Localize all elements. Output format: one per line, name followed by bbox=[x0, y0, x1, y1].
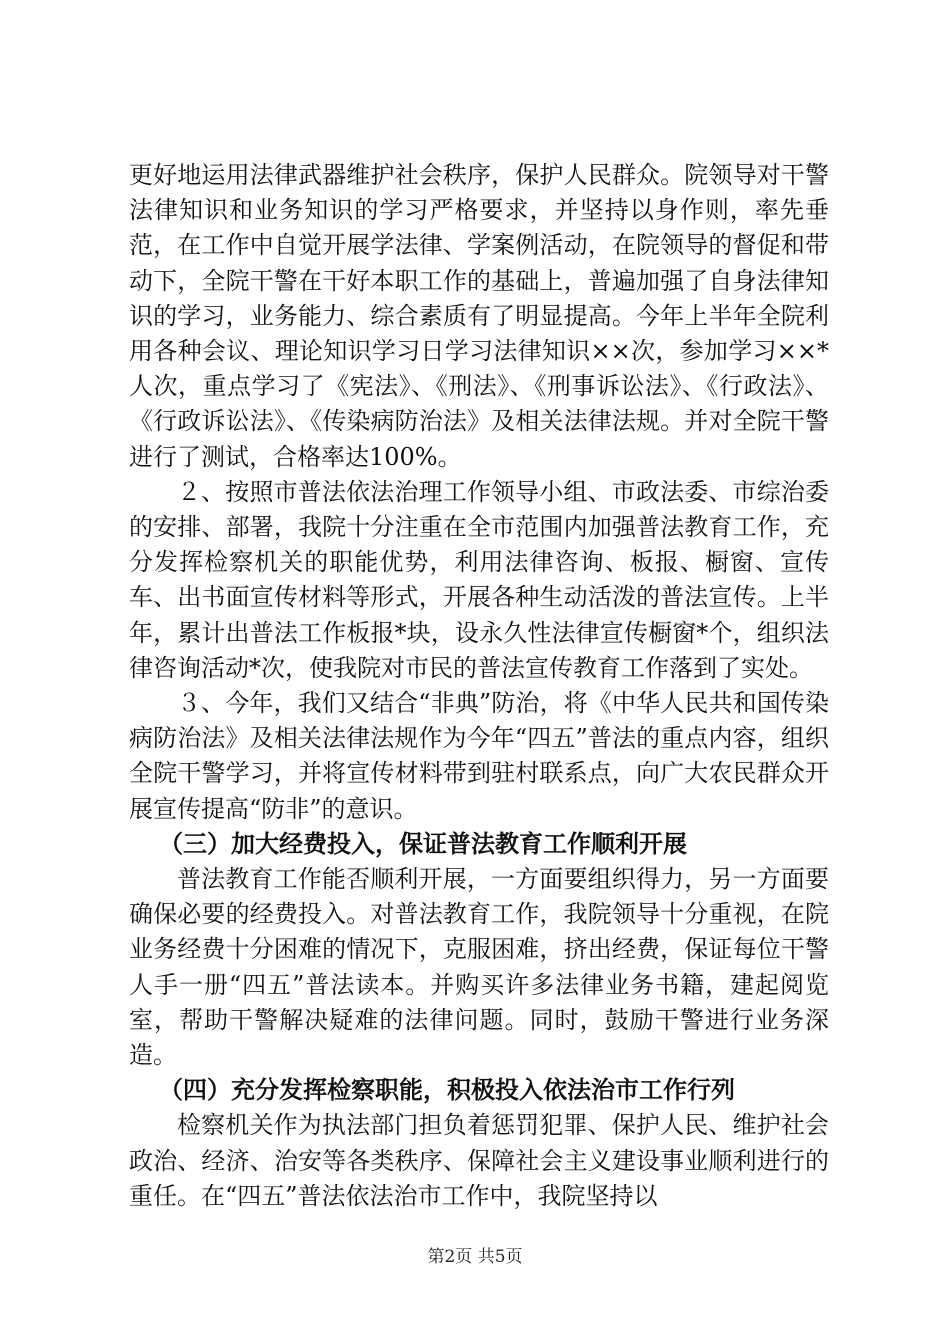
paragraph-item-3: ３、今年，我们又结合“非典”防治，将《中华人民共和国传染病防治法》及相关法律法规作为今年“四五”普法的重点内容，组织全院干警学习，并将宣传材料带到驻村联系点，向广大农民群众开展宣传提高“防非”的意识。 bbox=[129, 689, 829, 823]
section-heading-4: （四）充分发挥检察职能，积极投入依法治市工作行列 bbox=[159, 1076, 735, 1105]
document-body bbox=[129, 158, 829, 1214]
paragraph-section-4: 检察机关作为执法部门担负着惩罚犯罪、保护人民、维护社会政治、经济、治安等各类秩序、保障社会主义建设事业顺利进行的重任。在“四五”普法依法治市工作中，我院坚持以 bbox=[129, 1111, 829, 1210]
section-heading-3: （三）加大经费投入，保证普法教育工作顺利开展 bbox=[159, 829, 687, 858]
paragraph-continuation: 更好地运用法律武器维护社会秩序，保护人民群众。院领导对干警法律知识和业务知识的学习严格要求，并坚持以身作则，率先垂范，在工作中自觉开展学法律、学案例活动，在院领导的督促和带动下，全院干警在干好本职工作的基础上，普遍加强了自身法律知识的学习，业务能力、综合素质有了明显提高。今年上半年全院利用各种会议、理论知识学习日学习法律知识××次，参加学习××*人次，重点学习了《宪法》、《刑法》、《刑事诉讼法》、《行政法》、《行政诉讼法》、《传染病防治法》及相关法律法规。并对全院干警进行了测试，合格率达100%。 bbox=[129, 161, 829, 471]
paragraph-section-3: 普法教育工作能否顺利开展，一方面要组织得力，另一方面要确保必要的经费投入。对普法教育工作，我院领导十分重视，在院业务经费十分困难的情况下，克服困难，挤出经费，保证每位干警人手一册“四五”普法读本。并购买许多法律业务书籍，建起阅览室，帮助干警解决疑难的法律问题。同时，鼓励干警进行业务深造。 bbox=[129, 865, 829, 1070]
page-footer: 第2页 共5页 bbox=[427, 1247, 523, 1267]
paragraph-item-2: ２、按照市普法依法治理工作领导小组、市政法委、市综治委的安排、部署，我院十分注重在全市范围内加强普法教育工作，充分发挥检察机关的职能优势，利用法律咨询、板报、橱窗、宣传车、出书面宣传材料等形式，开展各种生动活泼的普法宣传。上半年，累计出普法工作板报*块，设永久性法律宣传橱窗*个，组织法律咨询活动*次，使我院对市民的普法宣传教育工作落到了实处。 bbox=[129, 477, 829, 682]
